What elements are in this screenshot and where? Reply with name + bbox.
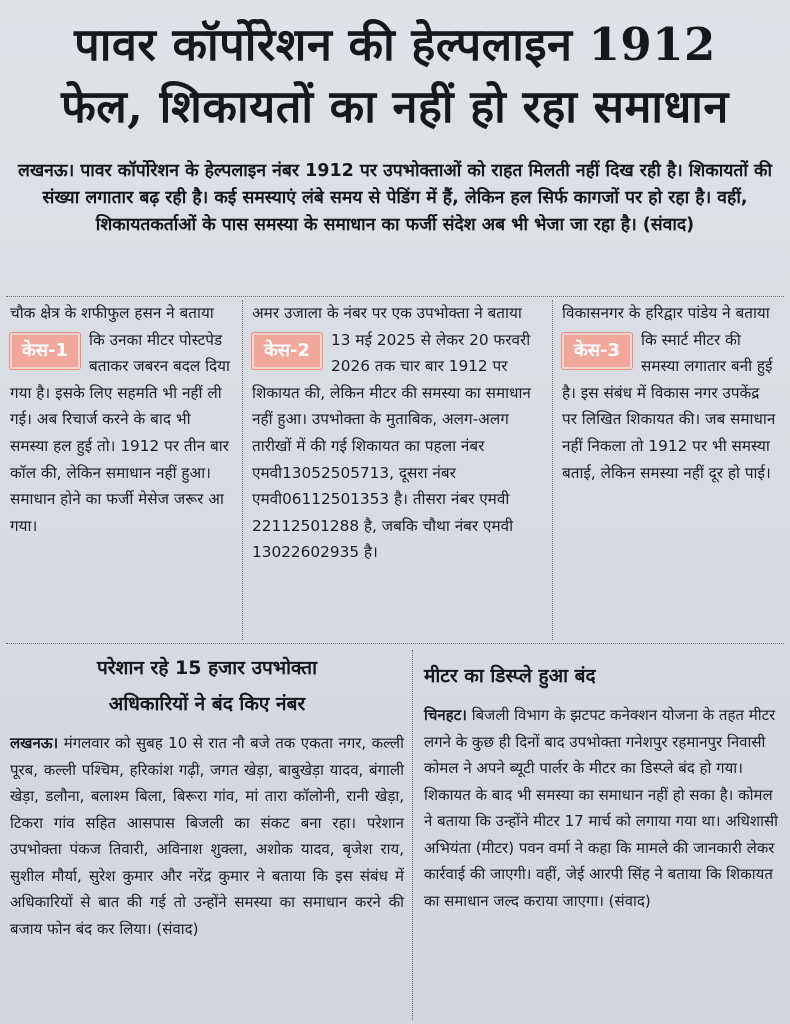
case-3-text-before: विकासनगर के हरिद्वार पांडेय ने बताया कि स्मार्ट	[562, 304, 770, 349]
lede-dateline: लखनऊ।	[17, 161, 75, 181]
left-story-body	[10, 730, 404, 942]
right-story-body	[424, 702, 780, 914]
case-2-column	[252, 300, 542, 566]
headline-line-1: पावर कॉर्पोरेशन की हेल्पलाइन 1912	[74, 18, 716, 71]
left-story-text: मंगलवार को सुबह 10 से रात नौ बजे तक एकता नगर, कल्ली पूरब, कल्ली पश्चिम, हरिकांश गढ़ी, जगत खेड़ा, बाबुखेड़ा यादव, बंगाली खेड़ा, डलौना, बलाश्म बिला, बिरूरा गांव, मां तारा कॉलोनी, रानी खेड़ा, टिकरा गांव सहित आसपास बिजली का संकट बना रहा। परेशान उपभोक्ता पंकज तिवारी, अविनाश शुक्ला, अशोक यादव, बृजेश राय, सुशील मौर्या, सुरेश कुमार और नरेंद्र कुमार ने बताया कि इस संबंध में अधिकारियों से बात की गई तो उन्होंने समस्या का समाधान करने की बजाय फोन बंद कर लिया। (संवाद)	[10, 734, 404, 938]
case-1-text-before: चौक क्षेत्र के शफीफुल हसन ने बताया कि उनका मीटर	[10, 304, 214, 349]
divider-cases-1	[242, 300, 243, 640]
right-story-text: बिजली विभाग के झटपट कनेक्शन योजना के तहत मीटर लगने के कुछ ही दिनों बाद उपभोक्ता गनेशपुर रहमानपुर निवासी कोमल ने अपने ब्यूटी पार्लर के मीटर का डिस्प्ले बंद हो गया। शिकायत के बाद भी समस्या का समाधान नहीं हो सका है। कोमल ने बताया कि उन्होंने मीटर 17 मार्च को लगाया गया था। अधिशासी अभियंता (मीटर) पवन वर्मा ने कहा कि मामले की जानकारी लेकर कार्रवाई की जाएगी। वहीं, जेई आरपी सिंह ने बताया कि शिकायत का समाधान जल्द कराया जाएगा। (संवाद)	[424, 706, 779, 910]
divider-middle	[6, 643, 784, 644]
divider-cases-2	[552, 300, 553, 640]
case-2-text-after: लेकर 20 फरवरी 2026 तक चार बार 1912 पर शिकायत की, लेकिन मीटर की समस्या का समाधान नहीं हुआ। उपभोक्ता के मुताबिक, अलग-अलग तारीखों में की गई शिकायत का पहला नंबर एमवी13052505713, दूसरा नंबर एमवी06112501353 है। तीसरा नंबर एमवी 22112501288 है, जबकि चौथा नंबर एमवी 13022602935 है।	[252, 330, 531, 562]
lede-text: पावर कॉर्पोरेशन के हेल्पलाइन नंबर 1912 पर उपभोक्ताओं को राहत मिलती नहीं दिख रही है। शिकायतों की संख्या लगातार बढ़ रही है। कई समस्याएं लंबे समय से पेडिंग में हैं, लेकिन हल सिर्फ कागजों पर हो रहा है। वहीं, शिकायतकर्ताओं के पास समस्या के समाधान का फर्जी संदेश अब भी भेजा जा रहा है। (संवाद)	[42, 161, 773, 235]
left-story-heading	[10, 650, 404, 722]
case-3-column	[562, 300, 778, 486]
case-1-badge: केस-1	[10, 333, 80, 369]
left-story-dateline: लखनऊ।	[10, 734, 59, 752]
left-story-heading-line-2: अधिकारियों ने बंद किए नंबर	[108, 693, 306, 715]
headline-line-2: फेल, शिकायतों का नहीं हो रहा समाधान	[61, 80, 729, 133]
right-story-heading: मीटर का डिस्प्ले हुआ बंद	[424, 665, 596, 687]
right-story-dateline: चिनहट।	[424, 706, 467, 724]
case-3-text-after: मीटर की समस्या लगातार बनी हुई है। इस संबंध में विकास नगर उपकेंद्र पर लिखित शिकायत की। जब समाधान नहीं निकला तो 1912 पर भी समस्या बताई, लेकिन समस्या नहीं दूर हो पाई।	[562, 330, 776, 482]
case-2-text-before: अमर उजाला के नंबर पर एक उपभोक्ता ने बताया 13 मई 2025 से	[252, 304, 522, 349]
case-3-badge: केस-3	[562, 333, 632, 369]
lede-paragraph	[14, 158, 776, 239]
case-2-badge: केस-2	[252, 333, 322, 369]
left-story-heading-line-1: परेशान रहे 15 हजार उपभोक्ता	[96, 657, 317, 679]
divider-stories	[412, 650, 413, 1020]
case-1-column	[10, 300, 232, 539]
main-headline	[14, 14, 776, 138]
divider-top	[6, 296, 784, 297]
case-1-text-after: पोस्टपेड बताकर जबरन बदल दिया गया है। इसके लिए सहमति भी नहीं ली गई। अब रिचार्ज करने के बाद भी समस्या हल हुई तो। 1912 पर तीन बार कॉल की, लेकिन समाधान नहीं हुआ। समाधान होने का फर्जी मेसेज जरूर आ गया।	[10, 330, 230, 535]
